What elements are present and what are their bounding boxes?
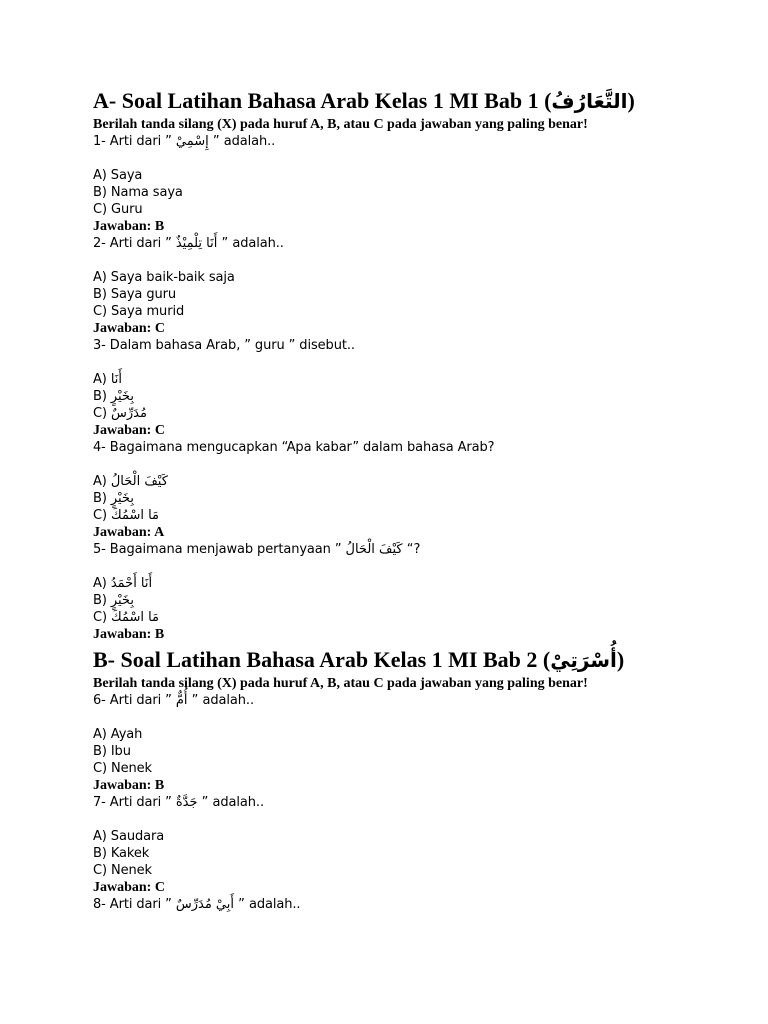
instruction-text: Berilah tanda silang (X) pada huruf A, B, atau C pada jawaban yang paling benar! — [93, 676, 588, 691]
option-arabic: مُدَرِّسٌ — [110, 406, 147, 421]
question-text: 4- Bagaimana mengucapkan “Apa kabar” dalam bahasa Arab? — [93, 440, 495, 455]
section-title: A- Soal Latihan Bahasa Arab Kelas 1 MI Bab 1 (التَّعَارُفُ) — [93, 88, 635, 113]
option-b: B) بِخَيْرٍ — [93, 593, 134, 608]
question-arabic: جَدَّةٌ — [175, 795, 198, 810]
option-b: B) Kakek — [93, 846, 150, 861]
worksheet-content — [93, 86, 753, 913]
question-text: 8- Arti dari ” أَبِيْ مُدَرِّسٌ ” adalah.. — [93, 897, 301, 912]
option-b: B) Ibu — [93, 744, 131, 759]
question-text: 5- Bagaimana menjawab pertanyaan ” كَيْفَ الْحَالُ “? — [93, 542, 421, 557]
option-c: C) Guru — [93, 202, 143, 217]
answer-key: Jawaban: B — [93, 219, 165, 234]
option-c: C) Nenek — [93, 761, 152, 776]
question-arabic: أَبِيْ مُدَرِّسٌ — [175, 897, 234, 912]
question-2 — [93, 235, 753, 337]
option-c: C) Nenek — [93, 863, 152, 878]
answer-key: Jawaban: A — [93, 525, 165, 540]
question-arabic: إِسْمِيْ — [175, 134, 209, 149]
question-arabic: أَنَا تِلْمِيْذٌ — [175, 236, 218, 251]
option-b: B) بِخَيْرٍ — [93, 491, 134, 506]
option-b: B) بِخَيْرٍ — [93, 389, 134, 404]
question-6 — [93, 692, 753, 794]
answer-key: Jawaban: C — [93, 321, 165, 336]
section-a — [93, 86, 753, 643]
option-a: A) أَنَا أَحْمَدُ — [93, 576, 153, 591]
option-a: A) Saudara — [93, 829, 165, 844]
answer-key: Jawaban: C — [93, 423, 165, 438]
option-arabic: بِخَيْرٍ — [110, 389, 134, 404]
question-3 — [93, 337, 753, 439]
option-arabic: أَنَا — [110, 372, 123, 387]
option-c: C) مَا اسْمُكَ — [93, 610, 160, 625]
section-title: B- Soal Latihan Bahasa Arab Kelas 1 MI Bab 2 (أُسْرَتِيْ) — [93, 647, 625, 672]
question-text: 2- Arti dari ” أَنَا تِلْمِيْذٌ ” adalah.. — [93, 236, 284, 251]
option-c: C) مَا اسْمُكَ — [93, 508, 160, 523]
answer-key: Jawaban: B — [93, 627, 165, 642]
question-7 — [93, 794, 753, 896]
option-arabic: أَنَا أَحْمَدُ — [110, 576, 153, 591]
section-title-arabic: التَّعَارُفُ — [551, 89, 628, 113]
question-1 — [93, 133, 753, 235]
question-text: 3- Dalam bahasa Arab, ” guru ” disebut.. — [93, 338, 355, 353]
option-arabic: مَا اسْمُكَ — [110, 610, 160, 625]
question-8 — [93, 896, 753, 913]
answer-key: Jawaban: B — [93, 778, 165, 793]
option-arabic: كَيْفَ الْحَالُ — [110, 474, 168, 489]
option-a: A) Saya baik-baik saja — [93, 270, 235, 285]
question-text: 1- Arti dari ” إِسْمِيْ ” adalah.. — [93, 134, 276, 149]
question-4 — [93, 439, 753, 541]
option-c: C) Saya murid — [93, 304, 185, 319]
option-a: A) Ayah — [93, 727, 143, 742]
option-arabic: بِخَيْرٍ — [110, 593, 134, 608]
question-text: 6- Arti dari ” أُمٌّ ” adalah.. — [93, 693, 254, 708]
question-5 — [93, 541, 753, 643]
option-a: A) أَنَا — [93, 372, 123, 387]
option-b: B) Nama saya — [93, 185, 183, 200]
section-title-arabic: أُسْرَتِيْ — [550, 648, 617, 672]
option-a: A) كَيْفَ الْحَالُ — [93, 474, 168, 489]
instruction-text: Berilah tanda silang (X) pada huruf A, B, atau C pada jawaban yang paling benar! — [93, 117, 588, 132]
question-text: 7- Arti dari ” جَدَّةٌ ” adalah.. — [93, 795, 264, 810]
question-arabic: كَيْفَ الْحَالُ — [345, 542, 403, 557]
option-c: C) مُدَرِّسٌ — [93, 406, 147, 421]
option-arabic: بِخَيْرٍ — [110, 491, 134, 506]
section-b — [93, 645, 753, 913]
option-arabic: مَا اسْمُكَ — [110, 508, 160, 523]
option-a: A) Saya — [93, 168, 143, 183]
option-b: B) Saya guru — [93, 287, 177, 302]
answer-key: Jawaban: C — [93, 880, 165, 895]
question-arabic: أُمٌّ — [175, 693, 188, 708]
